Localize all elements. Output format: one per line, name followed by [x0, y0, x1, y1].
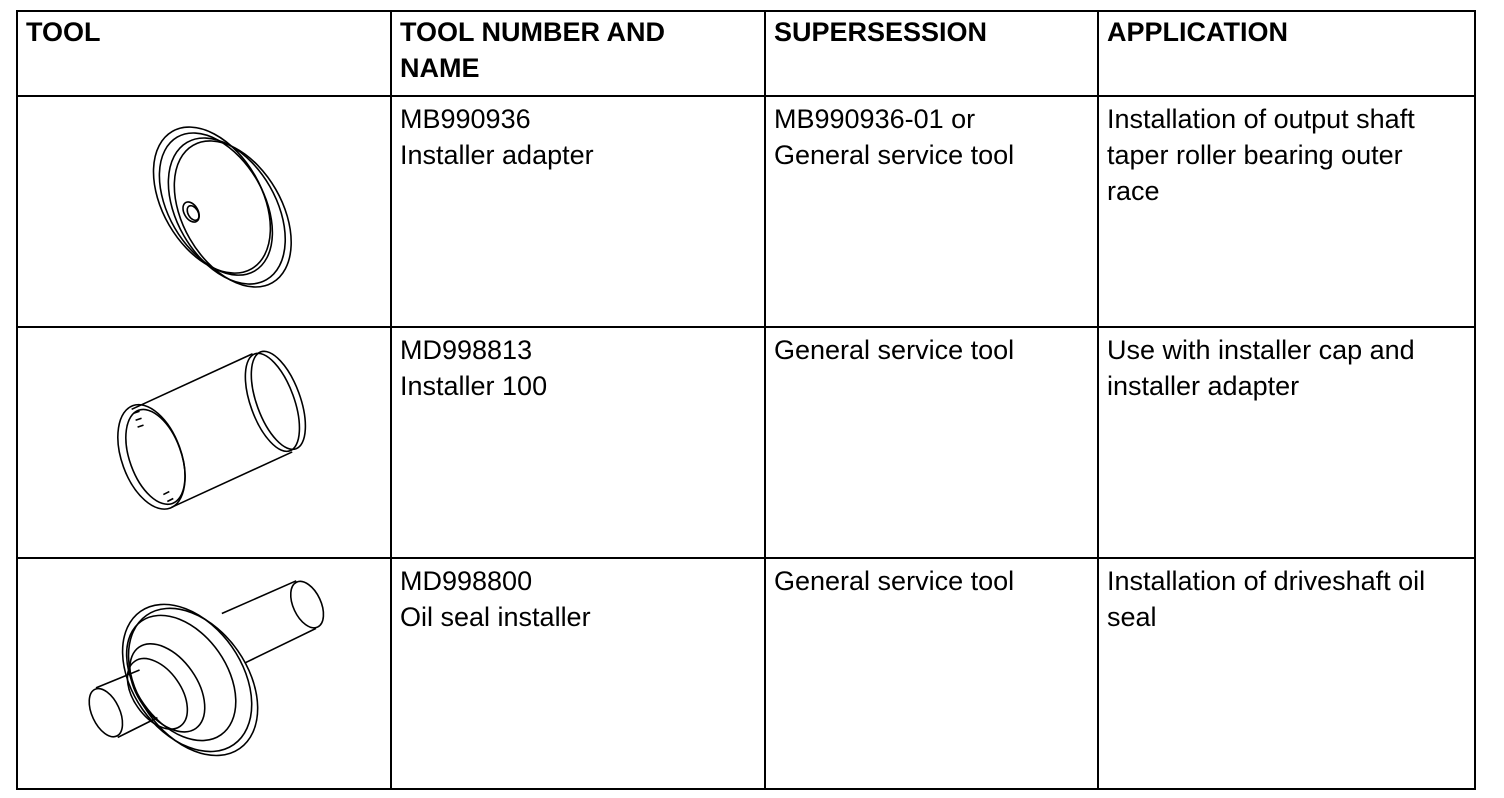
tool-name: Oil seal installer	[400, 602, 591, 632]
tool-number: MD998813	[400, 335, 533, 365]
tool-number: MD998800	[400, 566, 533, 596]
header-row	[17, 11, 1475, 96]
tool-number-name-cell	[391, 327, 765, 558]
header-tool: TOOL	[17, 11, 391, 96]
tool-number: MB990936	[400, 104, 531, 134]
installer-cylinder-icon	[18, 328, 390, 557]
application-cell: Installation of output shaft taper roller bearing outer race	[1098, 96, 1475, 327]
tools-table	[16, 10, 1476, 790]
application-cell: Use with installer cap and installer adapter	[1098, 327, 1475, 558]
tool-image-cell	[17, 327, 391, 558]
supersession-cell: General service tool	[765, 558, 1098, 789]
supersession-cell: MB990936-01 or General service tool	[765, 96, 1098, 327]
table-row	[17, 96, 1475, 327]
tool-image-cell	[17, 558, 391, 789]
tool-name: Installer adapter	[400, 140, 594, 170]
tool-number-name-cell	[391, 96, 765, 327]
table-row	[17, 558, 1475, 789]
tool-name: Installer 100	[400, 371, 548, 401]
supersession-cell: General service tool	[765, 327, 1098, 558]
installer-adapter-disc-icon	[18, 97, 390, 326]
header-application: APPLICATION	[1098, 11, 1475, 96]
application-cell: Installation of driveshaft oil seal	[1098, 558, 1475, 789]
table-row	[17, 327, 1475, 558]
oil-seal-installer-icon	[18, 559, 390, 788]
header-tool-number-and-name: TOOL NUMBER AND NAME	[391, 11, 765, 96]
header-supersession: SUPERSESSION	[765, 11, 1098, 96]
tool-image-cell	[17, 96, 391, 327]
tool-number-name-cell	[391, 558, 765, 789]
